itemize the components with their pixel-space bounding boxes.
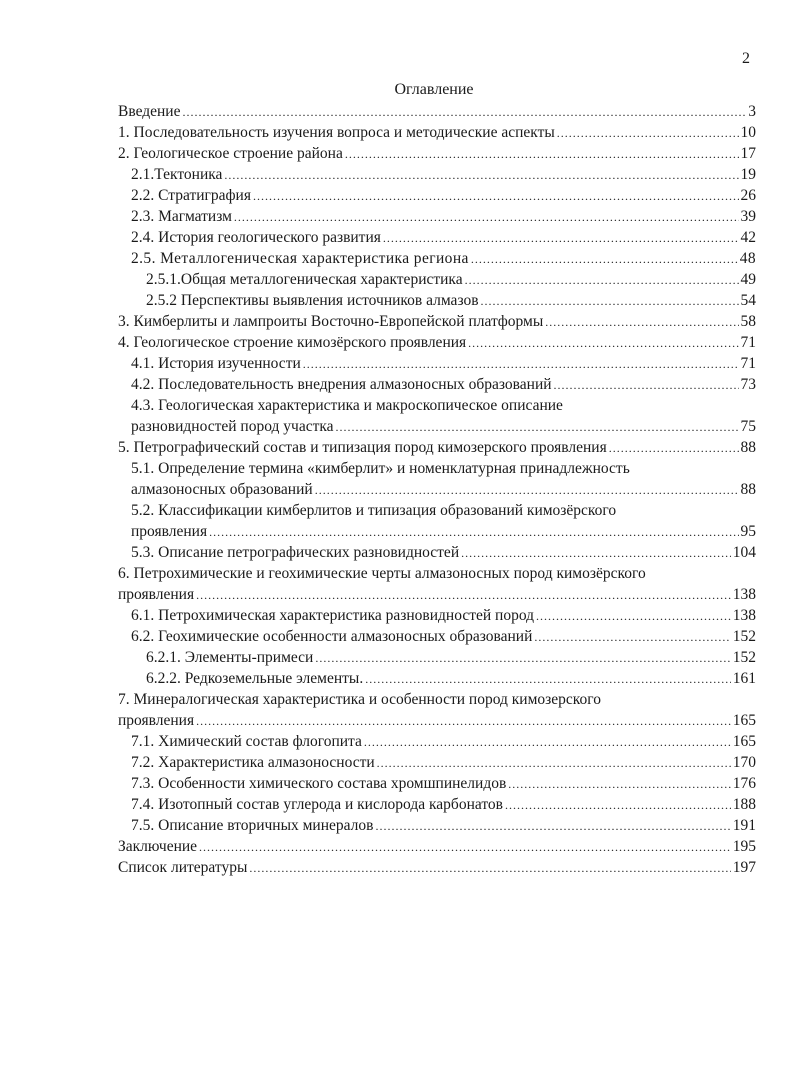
- toc-entry-title-line1: 6. Петрохимические и геохимические черты алмазоносных пород кимозёрского: [118, 565, 646, 582]
- toc-entry-title: 7.2. Характеристика алмазоносности: [131, 754, 375, 771]
- toc-leader-dots: [383, 228, 739, 249]
- toc-entry-4-1[interactable]: [118, 353, 756, 374]
- toc-entry-7-2[interactable]: [118, 752, 756, 773]
- toc-entry-4-3[interactable]: [118, 395, 756, 437]
- toc-heading: Оглавление: [394, 81, 474, 98]
- toc-entry-title: 2. Геологическое строение района: [118, 145, 343, 162]
- toc-leader-dots: [508, 774, 730, 795]
- toc-entry-5-1[interactable]: [118, 458, 756, 500]
- toc-leader-dots: [182, 102, 746, 123]
- toc-leader-dots: [545, 312, 738, 333]
- toc-entry-title: 6.2. Геохимические особенности алмазоносных образований: [131, 628, 533, 645]
- toc-entry-page: 26: [740, 187, 756, 204]
- toc-entry-2-1[interactable]: [118, 164, 756, 185]
- toc-entry-page: 138: [732, 607, 756, 624]
- toc-entry-title: 2.4. История геологического развития: [131, 229, 381, 246]
- toc-entry-7-5[interactable]: [118, 815, 756, 836]
- toc-entry-page: 88: [740, 481, 756, 498]
- toc-leader-dots: [199, 837, 731, 858]
- toc-leader-dots: [364, 732, 731, 753]
- toc-entry-page: 191: [732, 817, 756, 834]
- toc-entry-3[interactable]: [118, 311, 756, 332]
- toc-entry-page: 71: [740, 334, 756, 351]
- toc-entry-title: 1. Последовательность изучения вопроса и методические аспекты: [118, 124, 555, 141]
- toc-entry-title: 5.3. Описание петрографических разновидностей: [131, 544, 460, 561]
- toc-leader-dots: [303, 354, 739, 375]
- toc-entry-page: 165: [732, 733, 756, 750]
- toc-entry-2-5-1[interactable]: [118, 269, 756, 290]
- toc-entry-title-line1: 5.1. Определение термина «кимберлит» и номенклатурная принадлежность: [131, 460, 630, 477]
- toc-entry-5[interactable]: [118, 437, 756, 458]
- toc-leader-dots: [481, 291, 739, 312]
- toc-entry-title: 6.2.1. Элементы-примеси: [146, 649, 314, 666]
- page-number: 2: [742, 50, 750, 67]
- toc-entry-title-line2: проявления: [131, 523, 208, 540]
- toc-entry-page: 152: [732, 628, 756, 645]
- toc-entry-title: 7.1. Химический состав флогопита: [131, 733, 362, 750]
- toc-entry-title: 6.1. Петрохимическая характеристика разновидностей пород: [131, 607, 535, 624]
- toc-entry-title: Введение: [118, 103, 181, 120]
- toc-leader-dots: [234, 207, 739, 228]
- toc-entry-2-5-2[interactable]: [118, 290, 756, 311]
- toc-leader-dots: [536, 606, 731, 627]
- toc-entry-introduction[interactable]: [118, 101, 756, 122]
- toc-entry-5-2[interactable]: [118, 500, 756, 542]
- toc-entry-page: 54: [740, 292, 756, 309]
- toc-entry-page: 104: [732, 544, 756, 561]
- toc-entry-title: 7.5. Описание вторичных минералов: [131, 817, 374, 834]
- toc-entry-page: 195: [732, 838, 756, 855]
- toc-entry-title-line2: разновидностей пород участка: [131, 418, 334, 435]
- toc-entry-title: 2.2. Стратиграфия: [131, 187, 251, 204]
- toc-entry-2-5[interactable]: [118, 248, 756, 269]
- toc-leader-dots: [196, 711, 731, 732]
- toc-leader-dots: [468, 333, 738, 354]
- toc-entry-page: 88: [740, 439, 756, 456]
- toc-entry-title: 3. Кимберлиты и лампроиты Восточно-Европейской платформы: [118, 313, 544, 330]
- toc-leader-dots: [471, 249, 738, 270]
- toc-leader-dots: [253, 186, 739, 207]
- toc-entry-page: 58: [740, 313, 756, 330]
- toc-leader-dots: [345, 144, 739, 165]
- toc-entry-title-line2: проявления: [118, 712, 195, 729]
- toc-entry-page: 48: [739, 250, 756, 267]
- toc-entry-7-3[interactable]: [118, 773, 756, 794]
- toc-leader-dots: [609, 438, 739, 459]
- toc-entry-page: 10: [740, 124, 756, 141]
- toc-leader-dots: [375, 816, 730, 837]
- toc-entry-page: 75: [740, 418, 756, 435]
- toc-entry-2-2[interactable]: [118, 185, 756, 206]
- toc-entry-title: Список литературы: [118, 859, 248, 876]
- toc-entry-title: 7.3. Особенности химического состава хромшпинелидов: [131, 775, 507, 792]
- toc-leader-dots: [224, 165, 738, 186]
- toc-entry-page: 42: [740, 229, 756, 246]
- toc-entry-page: 73: [740, 376, 756, 393]
- toc-leader-dots: [534, 627, 730, 648]
- toc-entry-7-1[interactable]: [118, 731, 756, 752]
- toc-entry-6-1[interactable]: [118, 605, 756, 626]
- toc-entry-title: 6.2.2. Редкоземельные элементы.: [146, 670, 364, 687]
- toc-entry-page: 95: [740, 523, 756, 540]
- toc-entry-2[interactable]: [118, 143, 756, 164]
- toc-entry-page: 138: [732, 586, 756, 603]
- toc-entry-5-3[interactable]: [118, 542, 756, 563]
- toc-entry-6-2-1[interactable]: [118, 647, 756, 668]
- toc-entry-6-2-2[interactable]: [118, 668, 756, 689]
- toc-entry-title: 7.4. Изотопный состав углерода и кислорода карбонатов: [131, 796, 503, 813]
- toc-leader-dots: [505, 795, 731, 816]
- table-of-contents: [118, 101, 756, 878]
- toc-leader-dots: [554, 375, 739, 396]
- toc-entry-7-4[interactable]: [118, 794, 756, 815]
- toc-entry-title: 2.5.2 Перспективы выявления источников алмазов: [146, 292, 479, 309]
- toc-entry-6-2[interactable]: [118, 626, 756, 647]
- toc-entry-title: 4.1. История изученности: [131, 355, 301, 372]
- toc-leader-dots: [377, 753, 731, 774]
- toc-entry-title-line2: алмазоносных образований: [131, 481, 313, 498]
- toc-entry-page: 39: [740, 208, 756, 225]
- toc-leader-dots: [461, 543, 731, 564]
- toc-entry-page: 3: [748, 103, 756, 120]
- toc-entry-4[interactable]: [118, 332, 756, 353]
- toc-entry-title-line1: 5.2. Классификации кимберлитов и типизация образований кимозёрского: [131, 502, 617, 519]
- toc-entry-page: 188: [732, 796, 756, 813]
- toc-entry-2-4[interactable]: [118, 227, 756, 248]
- toc-entry-page: 161: [732, 670, 756, 687]
- toc-entry-title: 4. Геологическое строение кимозёрского проявления: [118, 334, 467, 351]
- toc-entry-page: 17: [740, 145, 756, 162]
- toc-entry-4-2[interactable]: [118, 374, 756, 395]
- toc-entry-title-line1: 4.3. Геологическая характеристика и макроскопическое описание: [131, 397, 563, 414]
- toc-leader-dots: [336, 417, 739, 438]
- toc-entry-title-line1: 7. Минералогическая характеристика и особенности пород кимозерского: [118, 691, 601, 708]
- toc-entry-page: 170: [732, 754, 756, 771]
- toc-entry-page: 71: [740, 355, 756, 372]
- toc-entry-title: 5. Петрографический состав и типизация пород кимозерского проявления: [118, 439, 607, 456]
- toc-leader-dots: [315, 648, 730, 669]
- toc-entry-title: 2.5. Металлогеническая характеристика региона: [131, 250, 469, 267]
- toc-leader-dots: [557, 123, 739, 144]
- toc-entry-title-line2: проявления: [118, 586, 195, 603]
- toc-leader-dots: [209, 522, 738, 543]
- toc-leader-dots: [315, 480, 739, 501]
- toc-entry-page: 176: [732, 775, 756, 792]
- toc-leader-dots: [465, 270, 739, 291]
- toc-leader-dots: [196, 585, 731, 606]
- toc-entry-page: 49: [740, 271, 756, 288]
- toc-entry-title: 2.5.1.Общая металлогеническая характеристика: [146, 271, 463, 288]
- toc-entry-references[interactable]: [118, 857, 756, 878]
- toc-entry-title: Заключение: [118, 838, 198, 855]
- toc-leader-dots: [249, 858, 730, 879]
- toc-entry-page: 165: [732, 712, 756, 729]
- toc-entry-1[interactable]: [118, 122, 756, 143]
- toc-entry-7[interactable]: [118, 689, 756, 731]
- toc-entry-page: 19: [740, 166, 756, 183]
- toc-entry-title: 2.1.Тектоника: [131, 166, 223, 183]
- toc-entry-6[interactable]: [118, 563, 756, 605]
- toc-entry-2-3[interactable]: [118, 206, 756, 227]
- toc-entry-title: 2.3. Магматизм: [131, 208, 232, 225]
- toc-entry-page: 197: [732, 859, 756, 876]
- toc-entry-page: 152: [732, 649, 756, 666]
- toc-entry-title: 4.2. Последовательность внедрения алмазоносных образований: [131, 376, 552, 393]
- toc-entry-conclusion[interactable]: [118, 836, 756, 857]
- toc-leader-dots: [365, 669, 731, 690]
